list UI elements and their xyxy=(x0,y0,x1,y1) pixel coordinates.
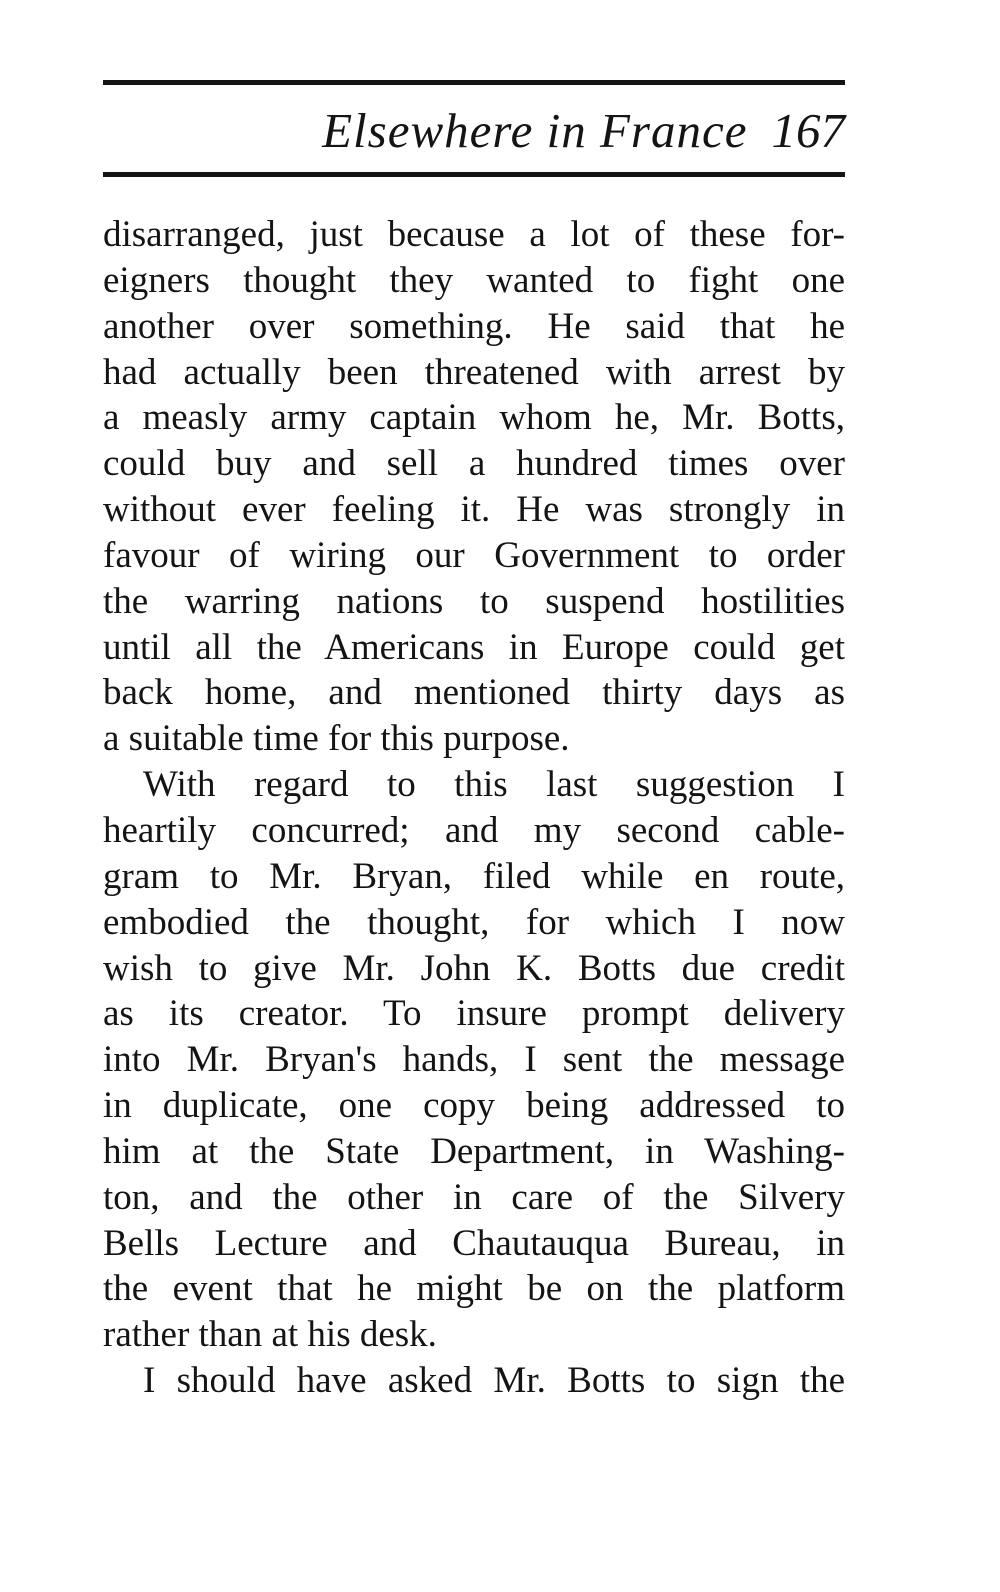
text-line: favour of wiring our Government to order xyxy=(103,534,845,576)
text-line: Bells Lecture and Chautauqua Bureau, in xyxy=(103,1222,845,1264)
header-bottom-rule xyxy=(103,172,845,177)
paragraph xyxy=(103,762,845,1358)
text-line: had actually been threatened with arrest by xyxy=(103,351,845,393)
text-line: another over something. He said that he xyxy=(103,305,845,347)
text-line: the event that he might be on the platform xyxy=(103,1268,845,1310)
text-line: in duplicate, one copy being addressed to xyxy=(103,1085,845,1127)
text-line: back home, and mentioned thirty days as xyxy=(103,672,845,714)
text-line: a suitable time for this purpose. xyxy=(103,718,570,760)
text-line: disarranged, just because a lot of these for- xyxy=(103,214,845,255)
text-line: gram to Mr. Bryan, filed while en route, xyxy=(103,855,845,897)
text-line: as its creator. To insure prompt delivery xyxy=(103,993,845,1035)
page-number: 167 xyxy=(771,103,845,158)
text-line: wish to give Mr. John K. Botts due credit xyxy=(103,947,845,989)
text-line: into Mr. Bryan's hands, I sent the message xyxy=(103,1039,845,1081)
text-line: ton, and the other in care of the Silvery xyxy=(103,1176,845,1218)
text-line: the warring nations to suspend hostilities xyxy=(103,580,845,622)
text-line: without ever feeling it. He was strongly in xyxy=(103,489,845,531)
text-line: him at the State Department, in Washing- xyxy=(103,1130,845,1172)
paragraph xyxy=(103,212,845,762)
text-line: rather than at his desk. xyxy=(103,1314,437,1356)
text-line: a measly army captain whom he, Mr. Botts, xyxy=(103,397,845,439)
text-line: embodied the thought, for which I now xyxy=(103,901,845,943)
text-line: could buy and sell a hundred times over xyxy=(103,443,845,485)
header-top-rule xyxy=(103,80,845,85)
running-title: Elsewhere in France xyxy=(322,103,748,158)
text-line: until all the Americans in Europe could get xyxy=(103,626,845,668)
body-text xyxy=(103,212,845,1404)
paragraph xyxy=(103,1358,845,1404)
text-line: With regard to this last suggestion I xyxy=(143,764,845,806)
text-line: heartily concurred; and my second cable- xyxy=(103,809,845,851)
running-header xyxy=(103,96,845,166)
text-line: eigners thought they wanted to fight one xyxy=(103,259,845,301)
text-line: I should have asked Mr. Botts to sign the xyxy=(143,1360,845,1402)
